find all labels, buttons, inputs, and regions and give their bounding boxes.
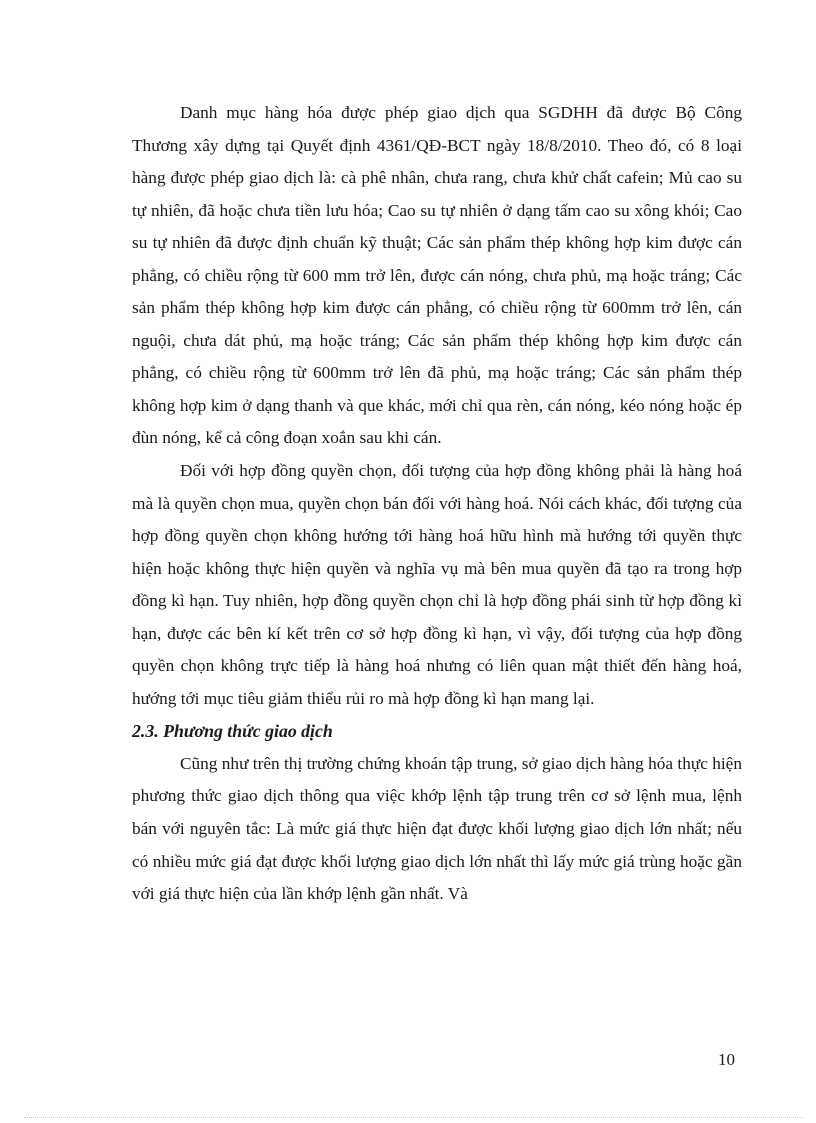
paragraph-option-contracts: Đối với hợp đồng quyền chọn, đối tượng của hợp đồng không phải là hàng hoá mà là quyền chọn mua, quyền chọn bán đối với hàng hoá. Nói cách khác, đối tượng của hợp đồng quyền chọn không hướng tới hàng hoá hữu hình mà hướng tới quyền thực hiện hoặc không thực hiện quyền và nghĩa vụ mà bên mua quyền đã tạo ra trong hợp đồng kì hạn. Tuy nhiên, hợp đồng quyền chọn chỉ là hợp đồng phái sinh từ hợp đồng kì hạn, được các bên kí kết trên cơ sở hợp đồng kì hạn, vì vậy, đối tượng của hợp đồng quyền chọn không trực tiếp là hàng hoá nhưng có liên quan mật thiết đến hàng hoá, hướng tới mục tiêu giảm thiểu rủi ro mà hợp đồng kì hạn mang lại. bbox=[132, 461, 742, 708]
footer-divider bbox=[24, 1117, 804, 1118]
section-heading: 2.3. Phương thức giao dịch bbox=[132, 721, 333, 742]
paragraph-trading-method: Cũng như trên thị trường chứng khoán tập trung, sở giao dịch hàng hóa thực hiện phương thức giao dịch thông qua việc khớp lệnh tập trung trên cơ sở lệnh mua, lệnh bán với nguyên tắc: Là mức giá thực hiện đạt được khối lượng giao dịch lớn nhất; nếu có nhiều mức giá đạt được khối lượng giao dịch lớn nhất thì lấy mức giá trùng hoặc gần với giá thực hiện của lần khớp lệnh gần nhất. Và bbox=[132, 753, 742, 904]
document-body bbox=[132, 97, 742, 911]
page-number: 10 bbox=[718, 1050, 735, 1069]
paragraph-commodity-list: Danh mục hàng hóa được phép giao dịch qua SGDHH đã được Bộ Công Thương xây dựng tại Quyết định 4361/QĐ-BCT ngày 18/8/2010. Theo đó, có 8 loại hàng được phép giao dịch là: cà phê nhân, chưa rang, chưa khử chất cafein; Mủ cao su tự nhiên, đã hoặc chưa tiền lưu hóa; Cao su tự nhiên ở dạng tấm cao su xông khói; Cao su tự nhiên đã được định chuẩn kỹ thuật; Các sản phẩm thép không hợp kim được cán phẳng, có chiều rộng từ 600 mm trở lên, được cán nóng, chưa phủ, mạ hoặc tráng; Các sản phẩm thép không hợp kim được cán phẳng, có chiều rộng từ 600mm trở lên, cán nguội, chưa dát phủ, mạ hoặc tráng; Các sản phẩm thép không hợp kim được cán phẳng, có chiều rộng từ 600mm trở lên đã phủ, mạ hoặc tráng; Các sản phẩm thép không hợp kim ở dạng thanh và que khác, mới chỉ qua rèn, cán nóng, kéo nóng hoặc ép đùn nóng, kể cả công đoạn xoắn sau khi cán. bbox=[132, 103, 742, 448]
